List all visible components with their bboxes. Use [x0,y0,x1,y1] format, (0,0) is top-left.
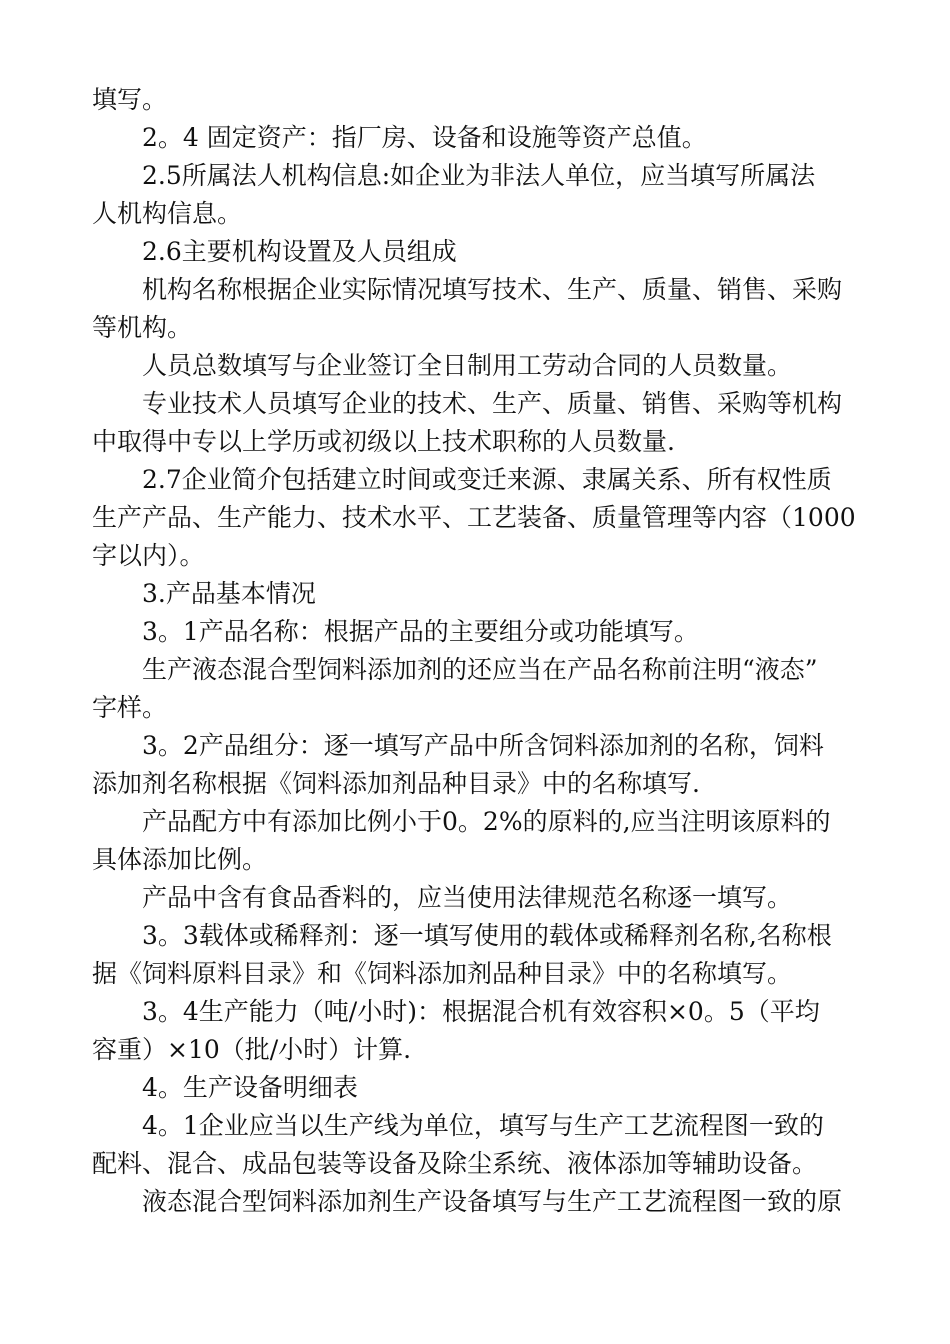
paragraph-line: 配料、混合、成品包装等设备及除尘系统、液体添加等辅助设备。 [92,1149,818,1178]
paragraph-first-line: 生产液态混合型饲料添加剂的还应当在产品名称前注明“液态” [142,655,818,684]
paragraph-first-line: 产品中含有食品香料的，应当使用法律规范名称逐一填写。 [142,883,793,912]
paragraph-line: 容重）×10（批/小时）计算. [92,1035,412,1064]
paragraph-first-line: 专业技术人员填写企业的技术、生产、质量、销售、采购等机构 [142,389,843,418]
paragraph-first-line: 2.7企业简介包括建立时间或变迁来源、隶属关系、所有权性质 [142,465,832,494]
paragraph-first-line: 人员总数填写与企业签订全日制用工劳动合同的人员数量。 [142,351,793,380]
paragraph-first-line: 2。4 固定资产：指厂房、设备和设施等资产总值。 [142,123,707,152]
paragraph-line: 等机构。 [92,313,193,342]
paragraph-first-line: 4。1企业应当以生产线为单位，填写与生产工艺流程图一致的 [142,1111,824,1140]
paragraph-first-line: 2.6主要机构设置及人员组成 [142,237,457,266]
paragraph-line: 据《饲料原料目录》和《饲料添加剂品种目录》中的名称填写。 [92,959,793,988]
document-body-text [92,81,862,1221]
paragraph-first-line: 3.产品基本情况 [142,579,316,608]
paragraph-line: 添加剂名称根据《饲料添加剂品种目录》中的名称填写. [92,769,700,798]
paragraph-line: 生产产品、生产能力、技术水平、工艺装备、质量管理等内容（1000 [92,503,856,532]
paragraph-line: 填写。 [92,85,168,114]
paragraph-first-line: 机构名称根据企业实际情况填写技术、生产、质量、销售、采购 [142,275,843,304]
paragraph-line: 人机构信息。 [92,199,243,228]
paragraph-first-line: 产品配方中有添加比例小于0。2%的原料的,应当注明该原料的 [142,807,831,836]
paragraph-first-line: 3。4生产能力（吨/小时)：根据混合机有效容积×0。5（平均 [142,997,820,1026]
paragraph-line: 具体添加比例。 [92,845,268,874]
paragraph-first-line: 2.5所属法人机构信息:如企业为非法人单位，应当填写所属法 [142,161,816,190]
paragraph-first-line: 4。生产设备明细表 [142,1073,358,1102]
paragraph-first-line: 3。2产品组分：逐一填写产品中所含饲料添加剂的名称，饲料 [142,731,824,760]
paragraph-line: 字样。 [92,693,168,722]
paragraph-first-line: 液态混合型饲料添加剂生产设备填写与生产工艺流程图一致的原 [142,1187,843,1216]
paragraph-line: 字以内）。 [92,541,205,570]
paragraph-first-line: 3。1产品名称：根据产品的主要组分或功能填写。 [142,617,699,646]
paragraph-first-line: 3。3载体或稀释剂：逐一填写使用的载体或稀释剂名称,名称根 [142,921,832,950]
paragraph-line: 中取得中专以上学历或初级以上技术职称的人员数量. [92,427,675,456]
